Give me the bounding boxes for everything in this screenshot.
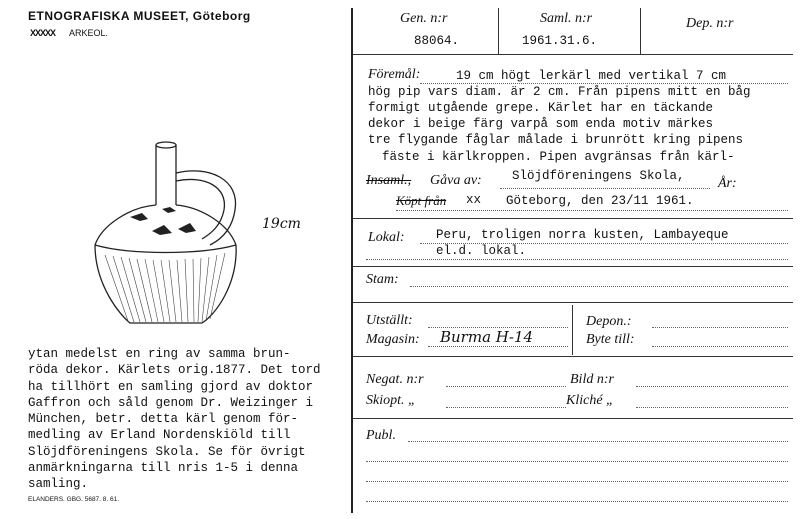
dotted-line — [428, 346, 568, 347]
foremal-line: 19 cm högt lerkärl med vertikal 7 cm — [456, 69, 727, 83]
gava-label: Gåva av: — [430, 173, 482, 188]
dotted-line — [636, 386, 788, 387]
lokal-label: Lokal: — [368, 230, 405, 245]
section-rule — [353, 266, 793, 267]
utstallt-label: Utställt: — [366, 313, 413, 328]
continuation-line: samling. — [28, 477, 89, 492]
magasin-value: Burma H-14 — [440, 328, 534, 346]
dotted-line — [410, 286, 788, 287]
negat-label: Negat. n:r — [366, 372, 424, 387]
foremal-line: tre flygande fåglar målade i brunrött kring pipens — [368, 133, 744, 147]
dotted-line — [366, 481, 788, 482]
continuation-line: Gaffron och såld genom Dr. Weizinger i — [28, 395, 314, 410]
byte-label: Byte till: — [586, 332, 635, 347]
museum-name: ETNOGRAFISKA MUSEET, Göteborg — [28, 9, 251, 23]
section-rule — [353, 302, 793, 303]
gen-label: Gen. n:r — [400, 11, 448, 26]
kopt-label: Köpt från — [396, 193, 447, 208]
dotted-line — [366, 501, 788, 502]
continuation-line: Slöjdföreningens Skola. Se för övrigt — [28, 444, 306, 459]
ar-label: År: — [718, 176, 737, 191]
kopt-struck: xx — [466, 193, 482, 207]
foremal-line: formigt utgående grepe. Kärlet har en täckande — [368, 101, 714, 115]
dotted-line — [446, 407, 566, 408]
dotted-line — [652, 346, 788, 347]
foremal-line: fäste i kärlkroppen. Pipen avgränsas från kärl- — [382, 150, 735, 164]
gava-value: Slöjdföreningens Skola, — [512, 169, 685, 183]
dotted-line — [420, 243, 788, 244]
dotted-line — [366, 461, 788, 462]
continuation-line: ytan medelst en ring av samma brun- — [28, 347, 291, 361]
publ-label: Publ. — [366, 428, 396, 443]
lokal-line: Peru, troligen norra kusten, Lambayeque — [436, 228, 729, 242]
vessel-drawing — [90, 135, 260, 335]
continuation-line: ha tillhört en samling gjord av doktor — [28, 379, 314, 394]
continuation-line: München, betr. detta kärl genom för- — [28, 412, 299, 427]
continuation-line: anmärkningarna till nris 1-5 i denna — [28, 461, 299, 476]
continuation-line: röda dekor. Kärlets orig.1877. Det tord — [28, 363, 321, 378]
saml-value: 1961.31.6. — [522, 34, 598, 48]
magasin-label: Magasin: — [366, 332, 420, 347]
dotted-line — [500, 188, 710, 189]
dotted-line — [652, 327, 788, 328]
stam-label: Stam: — [366, 272, 399, 287]
height-annotation: 19cm — [262, 216, 301, 232]
department-struck: XXXXX — [30, 28, 56, 38]
column-divider — [498, 8, 499, 54]
insaml-label: Insaml., — [366, 173, 412, 188]
dotted-line — [366, 259, 788, 260]
dotted-line — [408, 441, 788, 442]
form-divider — [351, 8, 353, 513]
kopt-value: Göteborg, den 23/11 1961. — [506, 194, 694, 208]
dotted-line — [446, 386, 566, 387]
depon-label: Depon.: — [586, 314, 632, 329]
printer-imprint: ELANDERS. GBG. 5687. 8. 61. — [28, 496, 120, 503]
section-rule — [353, 418, 793, 419]
bild-label: Bild n:r — [570, 372, 614, 387]
continuation-line: medling av Erland Nordenskiöld till — [28, 428, 291, 443]
skiopt-label: Skiopt. „ — [366, 393, 416, 408]
column-divider — [572, 305, 573, 355]
dotted-line — [636, 407, 788, 408]
header-rule — [353, 54, 793, 55]
continuation-text — [28, 346, 321, 493]
saml-label: Saml. n:r — [540, 11, 593, 26]
department-line — [30, 28, 108, 38]
foremal-line: dekor i beige färg varpå som enda motiv märkes — [368, 117, 714, 131]
section-rule — [353, 218, 793, 219]
column-divider — [640, 8, 641, 54]
kliche-label: Kliché „ — [566, 393, 614, 408]
dotted-line — [396, 210, 788, 211]
section-rule — [353, 356, 793, 357]
dotted-line — [420, 83, 788, 84]
lokal-line: el.d. lokal. — [436, 244, 527, 258]
department-name: ARKEOL. — [69, 28, 109, 38]
foremal-line: hög pip vars diam. är 2 cm. Från pipens mitt en båg — [368, 85, 751, 99]
dep-label: Dep. n:r — [686, 16, 734, 31]
foremal-label: Föremål: — [368, 67, 421, 82]
gen-value: 88064. — [414, 34, 460, 48]
